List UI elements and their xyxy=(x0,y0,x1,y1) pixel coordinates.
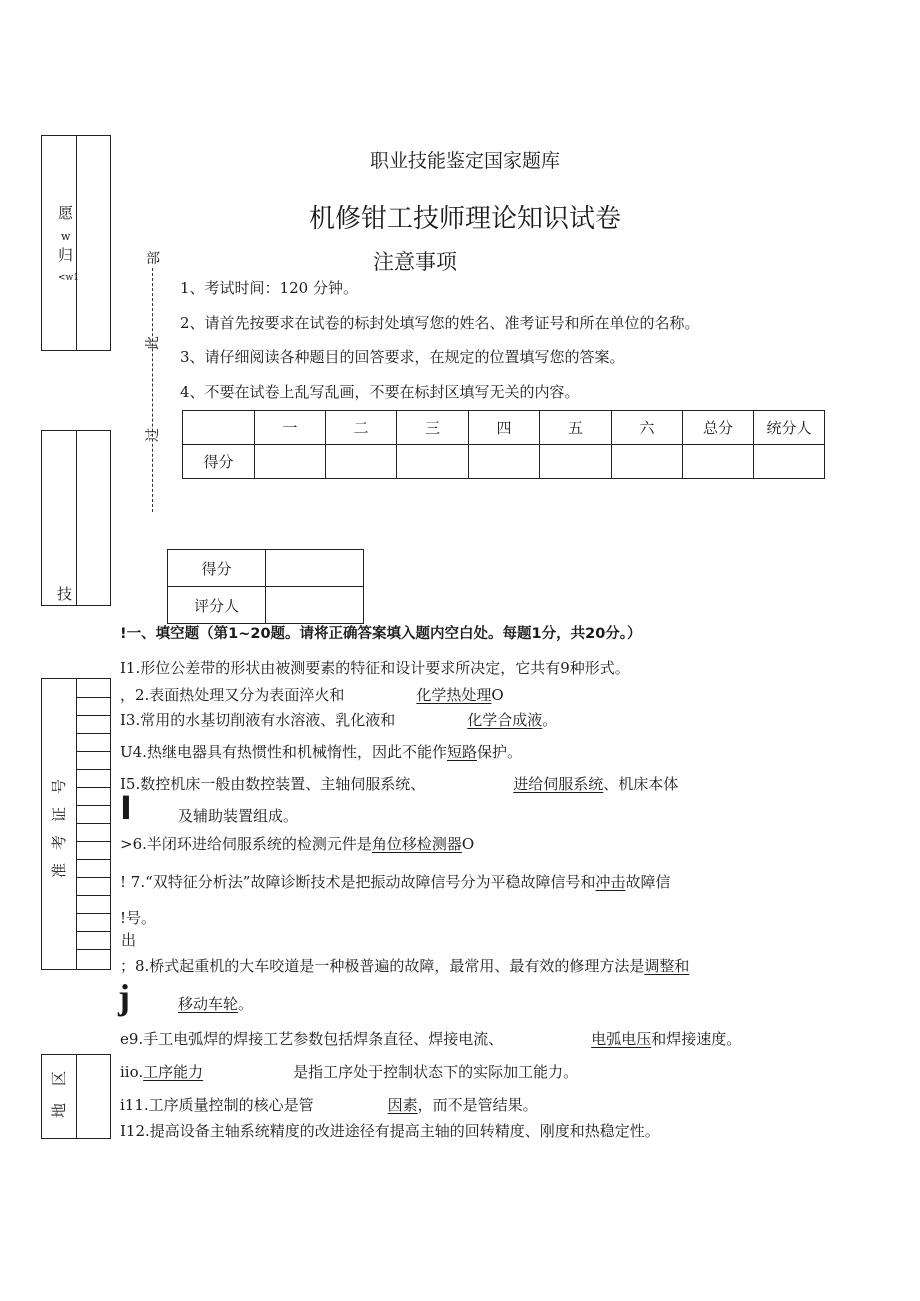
seal-char: 考 xyxy=(50,834,69,851)
score-cell[interactable] xyxy=(255,445,326,479)
question-text: O xyxy=(461,835,475,853)
question-text: iio. xyxy=(120,1063,144,1081)
margin-mark: 出 xyxy=(121,931,137,949)
score-cell[interactable] xyxy=(540,445,612,479)
question-text: 、机床本体 xyxy=(603,775,679,793)
question-text: ! 7.“双特征分析法”故障诊断技术是把振动故障信号分为平稳故障信号和 xyxy=(120,873,596,891)
score-table xyxy=(182,410,825,479)
seal-char: 地 xyxy=(50,1102,69,1119)
answer-blank[interactable]: 电弧电压 xyxy=(591,1030,652,1048)
seal-char: 准 xyxy=(50,862,69,879)
score-header-cell: 总分 xyxy=(683,411,754,445)
grader-name-cell[interactable] xyxy=(266,587,364,624)
score-header-cell: 二 xyxy=(326,411,397,445)
question-text: O xyxy=(491,686,504,704)
margin-mark: j xyxy=(118,977,130,1017)
question-4 xyxy=(120,742,522,762)
grader-name-label: 评分人 xyxy=(168,587,266,624)
answer-blank[interactable]: 角位移检测器 xyxy=(371,835,462,853)
question-text: I3.常用的水基切削液有水溶液、乳化液和 xyxy=(120,711,396,729)
question-10 xyxy=(120,1062,578,1082)
answer-blank[interactable]: 短路 xyxy=(446,743,477,761)
question-bank-title: 职业技能鉴定国家题库 xyxy=(369,150,560,172)
seal-line-mark: 此 xyxy=(145,336,161,350)
score-cell[interactable] xyxy=(754,445,825,479)
question-text: 故障信 xyxy=(625,873,671,891)
question-8 xyxy=(120,956,689,976)
score-cell[interactable] xyxy=(469,445,540,479)
exam-title: 机修钳工技师理论知识试卷 xyxy=(308,204,621,234)
notice-item: 3、请仔细阅读各种题目的回答要求，在规定的位置填写您的答案。 xyxy=(180,348,625,366)
grader-table xyxy=(167,549,364,624)
seal-line-mark: 过 xyxy=(145,428,161,442)
score-header-cell: 五 xyxy=(540,411,612,445)
question-8-continued xyxy=(178,994,253,1014)
seal-box-name xyxy=(41,135,111,351)
question-text: 和焊接速度。 xyxy=(651,1030,742,1048)
answer-blank[interactable]: 工序能力 xyxy=(143,1063,204,1081)
seal-char: 愿 xyxy=(58,204,74,222)
seal-char: 证 xyxy=(50,806,69,823)
score-header-cell: 三 xyxy=(397,411,469,445)
seal-char: <w1 xyxy=(58,273,79,283)
score-cell[interactable] xyxy=(612,445,683,479)
grader-score-label: 得分 xyxy=(168,550,266,587)
answer-blank[interactable]: 进给伺服系统 xyxy=(513,775,604,793)
notice-item: 4、不要在试卷上乱写乱画，不要在标封区填写无关的内容。 xyxy=(180,383,580,401)
answer-blank[interactable]: 移动车轮 xyxy=(178,995,239,1013)
score-header-cell: 六 xyxy=(612,411,683,445)
score-header-cell xyxy=(183,411,255,445)
question-text: ，2.表面热处理又分为表面淬火和 xyxy=(120,686,345,704)
seal-char: 技 xyxy=(57,585,73,603)
question-text: U4.热继电器具有热惯性和机械惰性，因此不能作 xyxy=(120,743,447,761)
question-text: i11.工序质量控制的核心是管 xyxy=(120,1096,314,1114)
question-text: ；8.桥式起重机的大车咬道是一种极普遍的故障，最常用、最有效的修理方法是 xyxy=(120,957,645,975)
question-text: 。 xyxy=(238,995,254,1013)
score-header-cell: 四 xyxy=(469,411,540,445)
question-1: I1.形位公差带的形状由被测要素的特征和设计要求所决定，它共有9种形式。 xyxy=(120,659,630,677)
notice-title: 注意事项 xyxy=(373,250,457,274)
grader-score-cell[interactable] xyxy=(266,550,364,587)
question-5 xyxy=(120,774,678,794)
question-text: 。 xyxy=(542,711,558,729)
question-text: e9.手工电弧焊的焊接工艺参数包括焊条直径、焊接电流、 xyxy=(120,1030,504,1048)
question-3 xyxy=(120,710,557,730)
seal-char: 归 xyxy=(58,246,74,264)
question-7-continued: !号。 xyxy=(120,909,157,927)
seal-line-mark: 部 xyxy=(146,251,160,267)
seal-char: w xyxy=(61,230,71,243)
section-heading: !一、填空题（第1~20题。请将正确答案填入题内空白处。每题1分，共20分。） xyxy=(120,626,642,642)
score-cell[interactable] xyxy=(397,445,469,479)
notice-item: 1、考试时间：120 分钟。 xyxy=(180,279,358,297)
score-header-cell: 一 xyxy=(255,411,326,445)
score-cell[interactable] xyxy=(326,445,397,479)
seal-line xyxy=(152,268,153,512)
seal-box-region xyxy=(41,1054,111,1139)
question-6 xyxy=(120,834,474,854)
answer-blank[interactable]: 调整和 xyxy=(644,957,690,975)
seal-char: 号 xyxy=(50,778,69,795)
question-11 xyxy=(120,1095,538,1115)
question-9 xyxy=(120,1029,741,1049)
score-cell[interactable] xyxy=(683,445,754,479)
score-header-cell: 统分人 xyxy=(754,411,825,445)
question-text: ，而不是管结果。 xyxy=(417,1096,538,1114)
margin-mark: I xyxy=(120,789,132,827)
answer-blank[interactable]: 因素 xyxy=(387,1096,418,1114)
question-2 xyxy=(120,685,504,705)
seal-char: 区 xyxy=(50,1070,69,1087)
question-text: 是指工序处于控制状态下的实际加工能力。 xyxy=(293,1063,579,1081)
question-12: I12.提高设备主轴系统精度的改进途径有提高主轴的回转精度、刚度和热稳定性。 xyxy=(120,1122,660,1140)
score-row-label: 得分 xyxy=(183,445,255,479)
question-5-continued: 及辅助装置组成。 xyxy=(178,807,299,825)
notice-item: 2、请首先按要求在试卷的标封处填写您的姓名、准考证号和所在单位的名称。 xyxy=(180,314,700,332)
question-text: >6.半闭环进给伺服系统的检测元件是 xyxy=(120,835,372,853)
answer-blank[interactable]: 冲击 xyxy=(595,873,626,891)
question-7 xyxy=(120,872,670,892)
seal-box-exam-number xyxy=(41,678,111,970)
question-text: I5.数控机床一般由数控装置、主轴伺服系统、 xyxy=(120,775,426,793)
answer-blank[interactable]: 化学合成液 xyxy=(467,711,543,729)
question-text: 保护。 xyxy=(476,743,522,761)
answer-blank[interactable]: 化学热处理 xyxy=(416,686,492,704)
seal-box-unit xyxy=(41,430,111,606)
